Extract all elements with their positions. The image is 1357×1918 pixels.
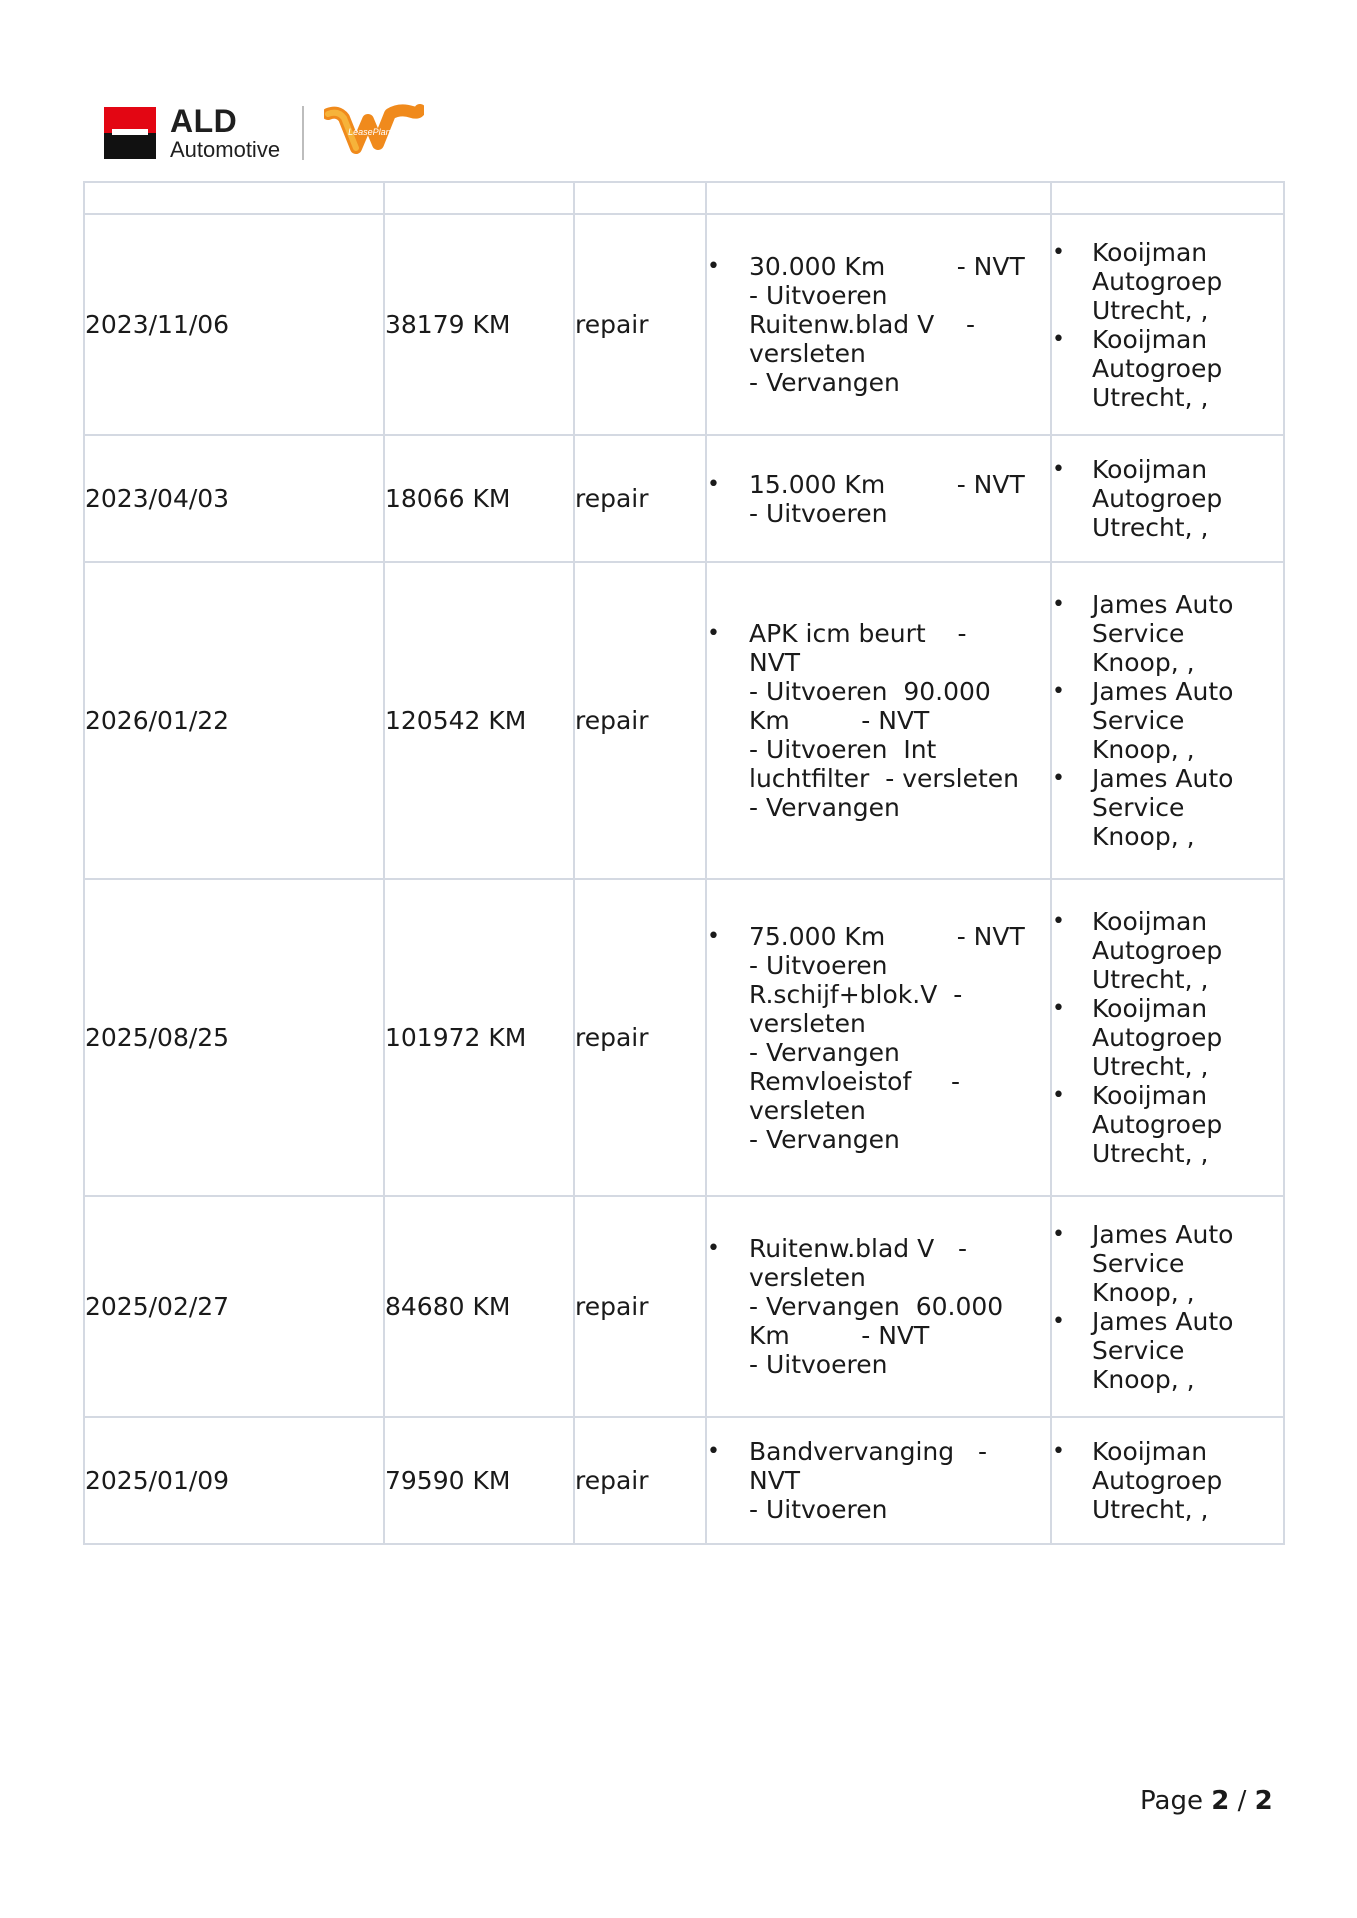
- service-type: repair: [574, 1417, 706, 1544]
- odometer-reading: 38179 KM: [384, 214, 574, 435]
- service-date: 2023/04/03: [84, 435, 384, 562]
- header-logos: [104, 104, 424, 162]
- workshop-name: James Auto Service Knoop, ,: [1092, 764, 1234, 851]
- table-header-row: [84, 182, 1284, 214]
- workshop-cell: [1051, 879, 1284, 1196]
- workshop-cell: [1051, 214, 1284, 435]
- page-separator: /: [1237, 1786, 1247, 1816]
- logo-divider: [302, 106, 304, 160]
- work-description-list: [707, 922, 1050, 1154]
- workshop-cell: [1051, 435, 1284, 562]
- workshop-list: [1052, 238, 1283, 412]
- service-type: repair: [574, 562, 706, 879]
- workshop-name: James Auto Service Knoop, ,: [1092, 677, 1234, 764]
- list-item: [1052, 238, 1283, 325]
- workshop-name: Kooijman Autogroep Utrecht, ,: [1092, 994, 1223, 1081]
- list-item: [1052, 1220, 1283, 1307]
- list-item: [707, 922, 1050, 1154]
- service-date: 2026/01/22: [84, 562, 384, 879]
- service-type: repair: [574, 435, 706, 562]
- work-description: 15.000 Km - NVT - Uitvoeren: [749, 469, 1025, 528]
- workshop-cell: [1051, 1196, 1284, 1417]
- page-indicator: [1140, 1786, 1273, 1816]
- work-description: Ruitenw.blad V - versleten - Vervangen 60.000 Km - NVT - Uitvoeren: [749, 1234, 1004, 1379]
- workshop-list: [1052, 907, 1283, 1168]
- header-cell: [84, 182, 384, 214]
- work-description: 75.000 Km - NVT - Uitvoeren R.schijf+blok.V - versleten - Vervangen Remvloeistof - versleten - Vervangen: [749, 921, 1025, 1154]
- odometer-reading: 101972 KM: [384, 879, 574, 1196]
- service-date: 2025/08/25: [84, 879, 384, 1196]
- work-description-list: [707, 252, 1050, 397]
- odometer-reading: 79590 KM: [384, 1417, 574, 1544]
- list-item: [1052, 677, 1283, 764]
- work-description-cell: [706, 562, 1051, 879]
- workshop-name: James Auto Service Knoop, ,: [1092, 590, 1234, 677]
- work-description-cell: [706, 1196, 1051, 1417]
- header-cell: [384, 182, 574, 214]
- table-row: [84, 1417, 1284, 1544]
- list-item: [707, 252, 1050, 397]
- list-item: [1052, 1307, 1283, 1394]
- service-type: repair: [574, 879, 706, 1196]
- workshop-name: Kooijman Autogroep Utrecht, ,: [1092, 1081, 1223, 1168]
- odometer-reading: 84680 KM: [384, 1196, 574, 1417]
- header-cell: [1051, 182, 1284, 214]
- table-row: [84, 562, 1284, 879]
- maintenance-history-table: [83, 181, 1285, 1545]
- workshop-list: [1052, 1437, 1283, 1524]
- leaseplan-logo-text: LeasePlan: [348, 127, 391, 137]
- ald-logo-icon: [104, 107, 156, 159]
- total-pages: 2: [1254, 1786, 1273, 1816]
- workshop-name: Kooijman Autogroep Utrecht, ,: [1092, 324, 1223, 412]
- table-row: [84, 879, 1284, 1196]
- work-description-cell: [706, 435, 1051, 562]
- work-description-list: [707, 1437, 1050, 1524]
- table-row: [84, 214, 1284, 435]
- service-type: repair: [574, 1196, 706, 1417]
- odometer-reading: 120542 KM: [384, 562, 574, 879]
- leaseplan-logo-icon: [324, 104, 424, 162]
- header-cell: [706, 182, 1051, 214]
- page-word: Page: [1140, 1786, 1203, 1816]
- table-row: [84, 1196, 1284, 1417]
- list-item: [707, 1234, 1050, 1379]
- list-item: [707, 1437, 1050, 1524]
- work-description-list: [707, 619, 1050, 822]
- list-item: [1052, 764, 1283, 851]
- brand-sub: Automotive: [170, 137, 281, 162]
- work-description-cell: [706, 214, 1051, 435]
- workshop-cell: [1051, 1417, 1284, 1544]
- work-description-list: [707, 1234, 1050, 1379]
- list-item: [707, 619, 1050, 822]
- workshop-name: James Auto Service Knoop, ,: [1092, 1306, 1234, 1394]
- work-description-cell: [706, 1417, 1051, 1544]
- work-description-list: [707, 470, 1050, 528]
- work-description: 30.000 Km - NVT - Uitvoeren Ruitenw.blad V - versleten - Vervangen: [749, 252, 1025, 397]
- header-cell: [574, 182, 706, 214]
- current-page: 2: [1211, 1786, 1230, 1816]
- table-row: [84, 435, 1284, 562]
- service-type: repair: [574, 214, 706, 435]
- brand-main: ALD: [170, 103, 238, 139]
- service-date: 2025/01/09: [84, 1417, 384, 1544]
- workshop-cell: [1051, 562, 1284, 879]
- work-description: APK icm beurt - NVT - Uitvoeren 90.000 Km - NVT - Uitvoeren Int luchtfilter - versleten - Vervangen: [749, 619, 1020, 822]
- ald-wordmark: [170, 105, 280, 161]
- workshop-name: Kooijman Autogroep Utrecht, ,: [1092, 1437, 1223, 1524]
- list-item: [1052, 1081, 1283, 1168]
- list-item: [1052, 994, 1283, 1081]
- workshop-name: Kooijman Autogroep Utrecht, ,: [1092, 455, 1223, 542]
- list-item: [1052, 325, 1283, 412]
- odometer-reading: 18066 KM: [384, 435, 574, 562]
- workshop-list: [1052, 590, 1283, 851]
- service-date: 2023/11/06: [84, 214, 384, 435]
- list-item: [1052, 1437, 1283, 1524]
- workshop-list: [1052, 1220, 1283, 1394]
- list-item: [1052, 907, 1283, 994]
- work-description: Bandvervanging - NVT - Uitvoeren: [749, 1437, 987, 1524]
- workshop-name: Kooijman Autogroep Utrecht, ,: [1092, 907, 1223, 994]
- list-item: [707, 470, 1050, 528]
- workshop-name: Kooijman Autogroep Utrecht, ,: [1092, 237, 1223, 325]
- work-description-cell: [706, 879, 1051, 1196]
- workshop-list: [1052, 455, 1283, 542]
- service-date: 2025/02/27: [84, 1196, 384, 1417]
- list-item: [1052, 590, 1283, 677]
- list-item: [1052, 455, 1283, 542]
- workshop-name: James Auto Service Knoop, ,: [1092, 1219, 1234, 1307]
